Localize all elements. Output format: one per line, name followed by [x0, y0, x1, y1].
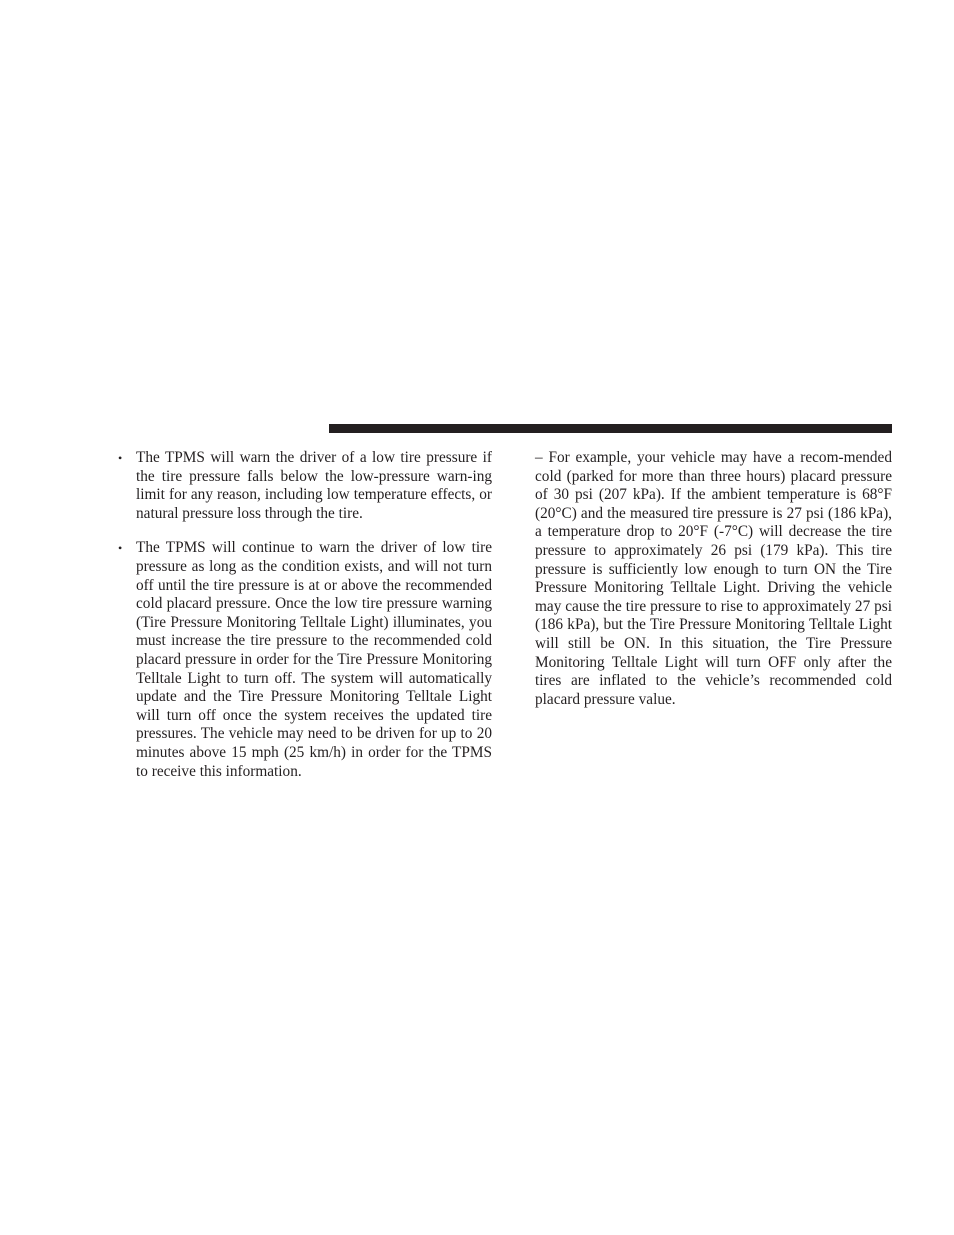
section-header-rule	[329, 424, 892, 433]
bullet-item-low-pressure-warning	[115, 449, 492, 523]
left-column	[115, 449, 492, 797]
bullet-item-continue-warning	[115, 539, 492, 781]
bullet-marker: •	[118, 451, 123, 465]
bullet-text: The TPMS will warn the driver of a low tire pressure if the tire pressure falls below the low-pressure warn-ing limit for any reason, including low temperature effects, or natural pressure loss through the tire.	[136, 449, 492, 522]
example-paragraph: – For example, your vehicle may have a recom-mended cold (parked for more than three hours) placard pressure of 30 psi (207 kPa). If the ambient temperature is 68°F (20°C) and the measured tire pressure is 27 psi (186 kPa), a temperature drop to 20°F (-7°C) will decrease the tire pressure to approximately 26 psi (179 kPa). This tire pressure is sufficiently low enough to turn ON the Tire Pressure Monitoring Telltale Light. Driving the vehicle may cause the tire pressure to rise to approximately 27 psi (186 kPa), but the Tire Pressure Monitoring Telltale Light will still be ON. In this situation, the Tire Pressure Monitoring Telltale Light will turn OFF only after the tires are inflated to the vehicle’s recommended cold placard pressure value.	[535, 449, 892, 708]
bullet-list	[115, 449, 492, 781]
bullet-marker: •	[118, 541, 123, 556]
right-column	[535, 449, 892, 709]
bullet-text: The TPMS will continue to warn the driver of low tire pressure as long as the condition exists, and will not turn off until the tire pressure is at or above the recommended cold placard pressure. Once the low tire pressure warning (Tire Pressure Monitoring Telltale Light) illuminates, you must increase the tire pressure to the recommended cold placard pressure in order for the Tire Pressure Monitoring Telltale Light to turn off. The system will automatically update and the Tire Pressure Monitoring Telltale Light will turn off once the system receives the updated tire pressures. The vehicle may need to be driven for up to 20 minutes above 15 mph (25 km/h) in order for the TPMS to receive this information.	[136, 539, 492, 780]
